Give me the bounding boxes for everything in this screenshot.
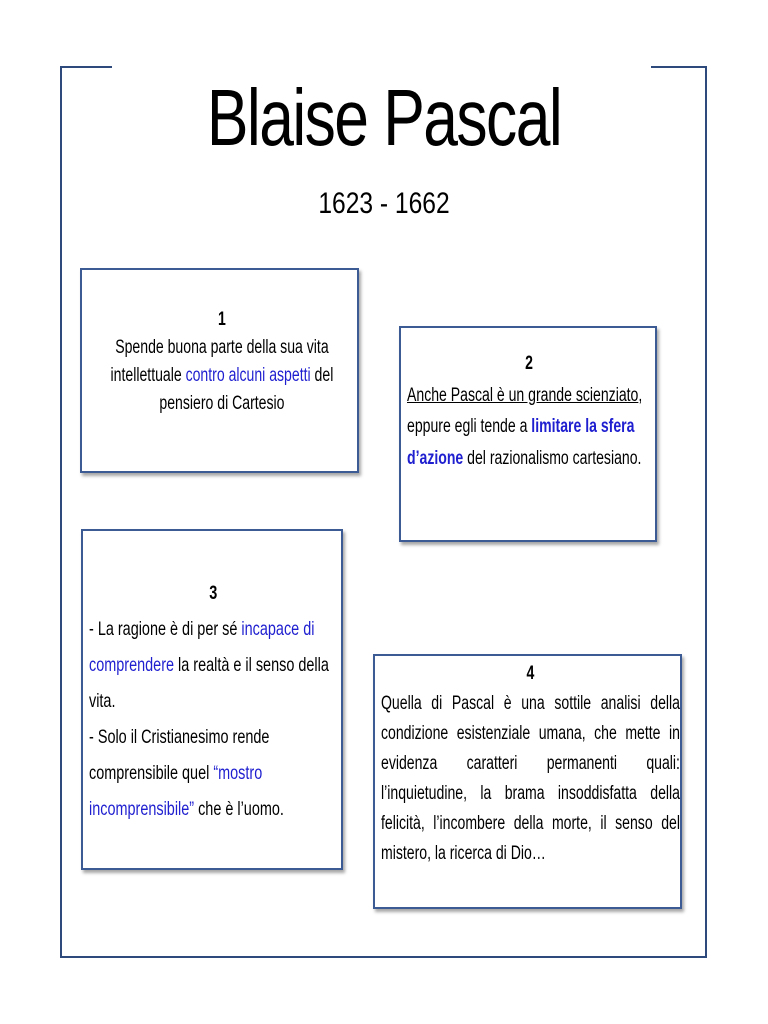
box-number: 2: [525, 353, 534, 374]
text-box-4-content: [381, 659, 680, 869]
box-text: che è l’uomo.: [194, 798, 284, 820]
text-box-1-content: [88, 306, 356, 418]
box-text: Spende buona parte della sua vita intellettuale: [110, 337, 329, 386]
box-text-highlight: limitare la sfera d’azione: [407, 416, 635, 469]
page-title: Blaise Pascal: [206, 73, 562, 162]
frame-top-left-line: [60, 66, 112, 68]
box-text-line-1: [89, 611, 338, 719]
frame-bottom-line: [60, 956, 707, 958]
frame-right-line: [705, 66, 707, 958]
page-subtitle-dates: 1623 - 1662: [318, 187, 450, 220]
frame-left-line: [60, 66, 62, 958]
box-text: - Solo il Cristianesimo rende comprensibile quel: [89, 726, 270, 784]
text-box-3: [81, 529, 343, 870]
text-box-1: [80, 268, 359, 473]
box-text-highlight: incapace di comprendere: [89, 618, 315, 676]
frame-top-right-line: [651, 66, 707, 68]
box-text: Quella di Pascal è una sottile analisi della condizione esistenziale umana, che mette in evidenza caratteri permanenti quali: l’inquietudine, la brama insoddisfatta della felicità, l’incombere della morte, il senso del mistero, la ricerca di Dio…: [381, 693, 680, 864]
box-text-line-2: [89, 719, 338, 827]
box-text: del razionalismo cartesiano.: [463, 447, 642, 469]
box-number: 3: [209, 582, 218, 604]
box-text-underlined: Anche Pascal è un grande scienziato: [407, 384, 639, 406]
box-number: 4: [526, 663, 535, 684]
box-text-highlight: “mostro incomprensibile”: [89, 762, 263, 820]
text-box-2: [399, 326, 657, 542]
text-box-2-content: [407, 348, 651, 474]
text-box-3-content: [89, 575, 338, 827]
text-box-4: [373, 654, 682, 909]
box-text: - La ragione è di per sé: [89, 618, 242, 640]
box-text: la realtà e il senso della vita.: [89, 654, 329, 712]
box-text: del pensiero di Cartesio: [159, 365, 334, 414]
box-text: , eppure egli tende a: [407, 384, 643, 437]
box-text-highlight: contro alcuni aspetti: [185, 365, 311, 386]
box-number: 1: [218, 309, 226, 330]
